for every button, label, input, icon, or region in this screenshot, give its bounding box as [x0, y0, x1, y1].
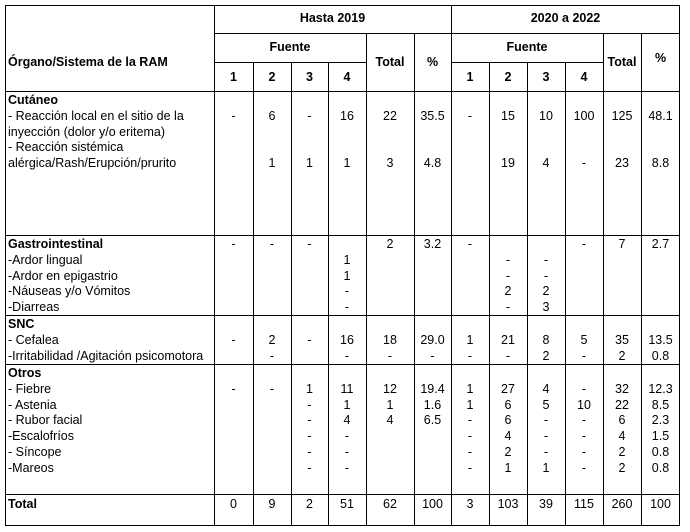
cell-value: -	[231, 237, 236, 251]
item-label: - Cefalea	[8, 332, 59, 347]
item-label: -Diarreas	[8, 300, 60, 315]
cell-value: 8 2	[542, 332, 550, 363]
section-title: Otros	[8, 366, 42, 380]
cell-value: -	[307, 237, 312, 251]
cell-value: 35 2	[615, 332, 629, 363]
total-header-1: Total	[375, 55, 405, 69]
total-header-2: Total	[607, 55, 637, 69]
cell-value: 1 -	[466, 332, 474, 363]
item-label: - Fiebre	[8, 381, 52, 396]
period-header-1: Hasta 2019	[299, 11, 366, 25]
cell-value: 16 -	[340, 332, 354, 363]
cell-value: 12.3 8.5 2.3 1.5 0.8 0.8	[648, 381, 673, 475]
src-header: 4	[580, 70, 588, 84]
divider	[366, 33, 367, 526]
src-header: 2	[504, 70, 512, 84]
total-value: 39	[539, 497, 553, 511]
cell-value: 1 1 - -	[343, 252, 351, 315]
cell-value: -	[231, 381, 236, 396]
item-label: - Reacción sistémica	[8, 140, 124, 155]
src-header: 3	[542, 70, 550, 84]
cell-value: -	[269, 381, 275, 396]
cell-value: 10 4	[539, 108, 553, 171]
total-value: 3	[466, 497, 474, 511]
cell-value: 21 -	[501, 332, 515, 363]
item-label: alérgica/Rash/Erupción/prurito	[8, 156, 177, 171]
divider	[414, 33, 415, 526]
organ-header: Órgano/Sistema de la RAM	[8, 55, 168, 69]
total-value: 9	[268, 497, 276, 511]
pct-header-2: %	[654, 51, 667, 65]
divider	[5, 235, 680, 236]
total-value: 115	[574, 497, 594, 511]
item-label: inyección (dolor y/o eritema)	[8, 124, 166, 139]
item-label: -Ardor lingual	[8, 252, 83, 267]
fuente-header-1: Fuente	[269, 40, 311, 54]
total-value: 0	[230, 497, 237, 511]
cell-value: -	[467, 237, 473, 251]
fuente-header-2: Fuente	[506, 40, 548, 54]
cell-value: 4 5 - - - 1	[542, 381, 550, 475]
period-header-2: 2020 a 2022	[530, 11, 601, 25]
cell-value: 11 1 4 - - -	[340, 381, 354, 475]
src-header: 1	[230, 70, 237, 84]
cell-value: 3.2	[423, 237, 442, 251]
divider	[5, 91, 680, 92]
section-title: Gastrointestinal	[8, 237, 104, 251]
cell-value: 2.7	[651, 237, 670, 251]
cell-value: 13.5 0.8	[648, 332, 673, 363]
item-label: - Astenia	[8, 397, 57, 412]
cell-value: 16 1	[340, 108, 354, 171]
cell-value: - 10 - - - -	[577, 381, 591, 475]
total-value: 103	[497, 497, 519, 511]
src-header: 3	[306, 70, 313, 84]
section-title: SNC	[8, 317, 35, 331]
cell-value: 22 3	[383, 108, 397, 171]
cell-value: 1 - - - - -	[306, 381, 313, 475]
cell-value: 15 19	[501, 108, 515, 171]
total-value: 62	[383, 497, 397, 511]
cell-value: 18 -	[383, 332, 397, 363]
pct-header-1: %	[426, 55, 439, 69]
cell-value: 125 23	[611, 108, 633, 171]
item-label: -Mareos	[8, 460, 54, 475]
cell-value: 100 -	[573, 108, 595, 171]
divider	[214, 62, 366, 63]
total-value: 51	[340, 497, 354, 511]
cell-value: 6 1	[268, 108, 276, 171]
cell-value: -	[269, 237, 275, 251]
item-label: - Síncope	[8, 445, 62, 459]
cell-value: -	[581, 237, 587, 251]
section-title: Cutáneo	[8, 93, 58, 107]
cell-value: 1 1 - - - -	[466, 381, 474, 475]
item-label: -Escalofríos	[8, 429, 74, 444]
src-header: 4	[343, 70, 351, 84]
cell-value: 35.5 4.8	[420, 108, 445, 171]
cell-value: 32 22 6 4 2 2	[615, 381, 629, 475]
item-label: -Irritabilidad /Agitación psicomotora	[8, 348, 204, 363]
src-header: 2	[268, 70, 276, 84]
cell-value: - 1	[306, 108, 313, 171]
item-label: - Reacción local en el sitio de la	[8, 108, 184, 123]
cell-value: -	[467, 108, 473, 123]
total-label: Total	[8, 497, 37, 511]
divider	[5, 494, 680, 495]
cell-value: 27 6 6 4 2 1	[501, 381, 515, 475]
cell-value: -	[307, 332, 312, 347]
divider	[214, 33, 680, 34]
item-label: -Ardor en epigastrio	[8, 268, 118, 283]
item-label: - Rubor facial	[8, 413, 83, 428]
cell-value: 48.1 8.8	[648, 108, 673, 171]
cell-value: - - 2 -	[504, 252, 512, 315]
total-value: 2	[306, 497, 313, 511]
total-value: 100	[650, 497, 671, 511]
cell-value: -	[231, 108, 236, 123]
cell-value: -	[231, 332, 236, 347]
cell-value: - - 2 3	[542, 252, 550, 315]
cell-value: 7	[618, 237, 626, 251]
cell-value: 5 -	[580, 332, 588, 363]
total-value: 260	[611, 497, 633, 511]
cell-value: 29.0 -	[420, 332, 445, 363]
cell-value: 2 -	[268, 332, 276, 363]
src-header: 1	[466, 70, 474, 84]
total-value: 100	[422, 497, 443, 511]
cell-value: 19.4 1.6 6.5	[420, 381, 445, 428]
cell-value: 12 1 4	[383, 381, 397, 428]
cell-value: 2	[386, 237, 394, 251]
item-label: -Náuseas y/o Vómitos	[8, 284, 131, 299]
